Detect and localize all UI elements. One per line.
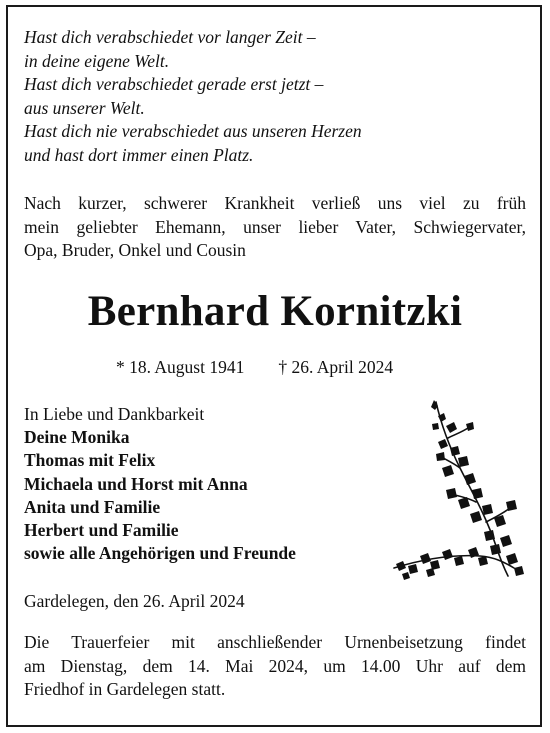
announcement-line: Opa, Bruder, Onkel und Cousin bbox=[24, 240, 246, 260]
poem-line: Hast dich verabschiedet vor langer Zeit – bbox=[24, 27, 316, 47]
announcement-line: Nach kurzer, schwerer Krankheit verließ uns viel zu früh bbox=[24, 193, 526, 213]
mourner-name: sowie alle Angehörigen und Freunde bbox=[24, 543, 296, 564]
funeral-info bbox=[24, 631, 526, 702]
birth-date: * 18. August 1941 bbox=[116, 357, 245, 377]
death-date: † 26. April 2024 bbox=[278, 357, 394, 377]
poem-line: und hast dort immer einen Platz. bbox=[24, 144, 254, 165]
ivy-branch-icon bbox=[390, 398, 532, 586]
funeral-line: Friedhof in Gardelegen statt. bbox=[24, 679, 226, 699]
announcement-line: mein geliebter Ehemann, unser lieber Vater, Schwiegervater, bbox=[24, 216, 526, 237]
poem bbox=[24, 26, 362, 167]
mourner-name: Anita und Familie bbox=[24, 496, 161, 517]
life-dates bbox=[116, 356, 393, 380]
mourner-name: Thomas mit Felix bbox=[24, 450, 156, 471]
death-announcement bbox=[24, 192, 526, 263]
mourner-name: Deine Monika bbox=[24, 427, 130, 448]
poem-line: Hast dich nie verabschiedet aus unseren Herzen bbox=[24, 121, 362, 141]
funeral-line: am Dienstag, dem 14. Mai 2024, um 14.00 Uhr auf dem bbox=[24, 655, 526, 676]
mourner-name: Herbert und Familie bbox=[24, 520, 179, 541]
place-and-date: Gardelegen, den 26. April 2024 bbox=[24, 591, 245, 611]
deceased-name: Bernhard Kornitzki bbox=[87, 288, 463, 335]
funeral-line: Die Trauerfeier mit anschließender Urnenbeisetzung findet bbox=[24, 632, 526, 652]
mourners-intro: In Liebe und Dankbarkeit bbox=[24, 404, 205, 424]
mourners-list bbox=[24, 403, 296, 565]
mourner-name: Michaela und Horst mit Anna bbox=[24, 473, 248, 494]
poem-line: Hast dich verabschiedet gerade erst jetzt – bbox=[24, 74, 324, 94]
poem-line: aus unserer Welt. bbox=[24, 97, 145, 118]
poem-line: in deine eigene Welt. bbox=[24, 50, 170, 71]
